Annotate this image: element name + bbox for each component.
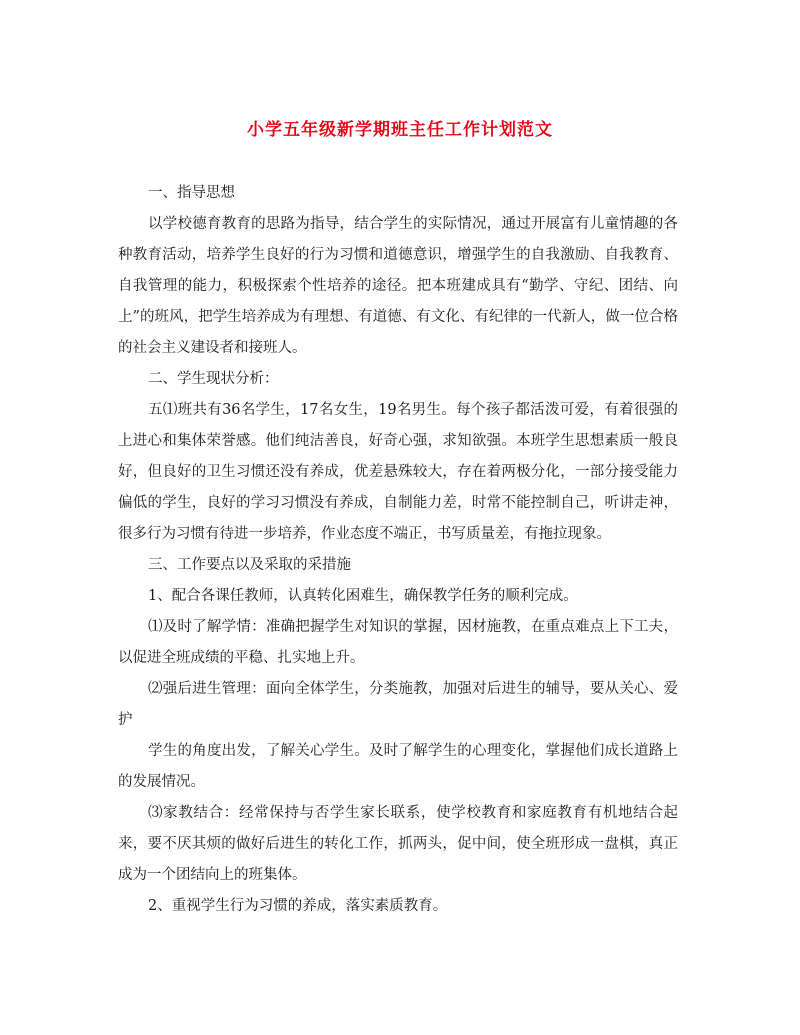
item-1-cooperate-teachers: 1、配合各课任教师，认真转化困难生，确保教学任务的顺利完成。	[148, 588, 578, 604]
subitem-2-struggling-students: ⑵强后进生管理：面向全体学生，分类施教，加强对后进生的辅导，要从关心、爱护	[118, 681, 678, 728]
subitem-3-home-school: ⑶家教结合：经常保持与否学生家长联系，使学校教育和家庭教育有机地结合起来，要不厌其烦的做好后进生的转化工作，抓两头，促中间，使全班形成一盘棋，真正成为一个团结向上的班集体。	[118, 805, 678, 883]
subitem-2-continued: 学生的角度出发，了解关心学生。及时了解学生的心理变化，掌握他们成长道路上的发展情况。	[118, 743, 678, 790]
section-heading-student-status: 二、学生现状分析：	[148, 371, 279, 387]
section-heading-work-points: 三、工作要点以及采取的采措施	[148, 557, 351, 573]
paragraph-guiding-ideology: 以学校德育教育的思路为指导，结合学生的实际情况，通过开展富有儿童情趣的各种教育活动，培养学生良好的行为习惯和道德意识，增强学生的自我激励、自我教育、自我管理的能力，积极探索个性培养的途径。把本班建成具有“勤学、守纪、团结、向上”的班风，把学生培养成为有理想、有道德、有文化、有纪律的一代新人，做一位合格的社会主义建设者和接班人。	[118, 216, 678, 356]
document-body	[118, 178, 678, 922]
subitem-1-understand-learning: ⑴及时了解学情：准确把握学生对知识的掌握，因材施教，在重点难点上下工夫，以促进全班成绩的平稳、扎实地上升。	[118, 619, 678, 666]
item-2-behavior-habits: 2、重视学生行为习惯的养成，落实素质教育。	[148, 898, 448, 914]
paragraph-student-status: 五⑴班共有36名学生，17名女生，19名男生。每个孩子都活泼可爱，有着很强的上进心和集体荣誉感。他们纯洁善良，好奇心强，求知欲强。本班学生思想素质一般良好，但良好的卫生习惯还没有养成，优差悬殊较大，存在着两极分化，一部分接受能力偏低的学生，良好的学习习惯没有养成，自制能力差，时常不能控制自己，听讲走神，很多行为习惯有待进一步培养，作业态度不端正，书写质量差，有拖拉现象。	[118, 402, 678, 542]
document-title: 小学五年级新学期班主任工作计划范文	[247, 120, 553, 140]
section-heading-guiding-ideology: 一、指导思想	[148, 185, 235, 201]
